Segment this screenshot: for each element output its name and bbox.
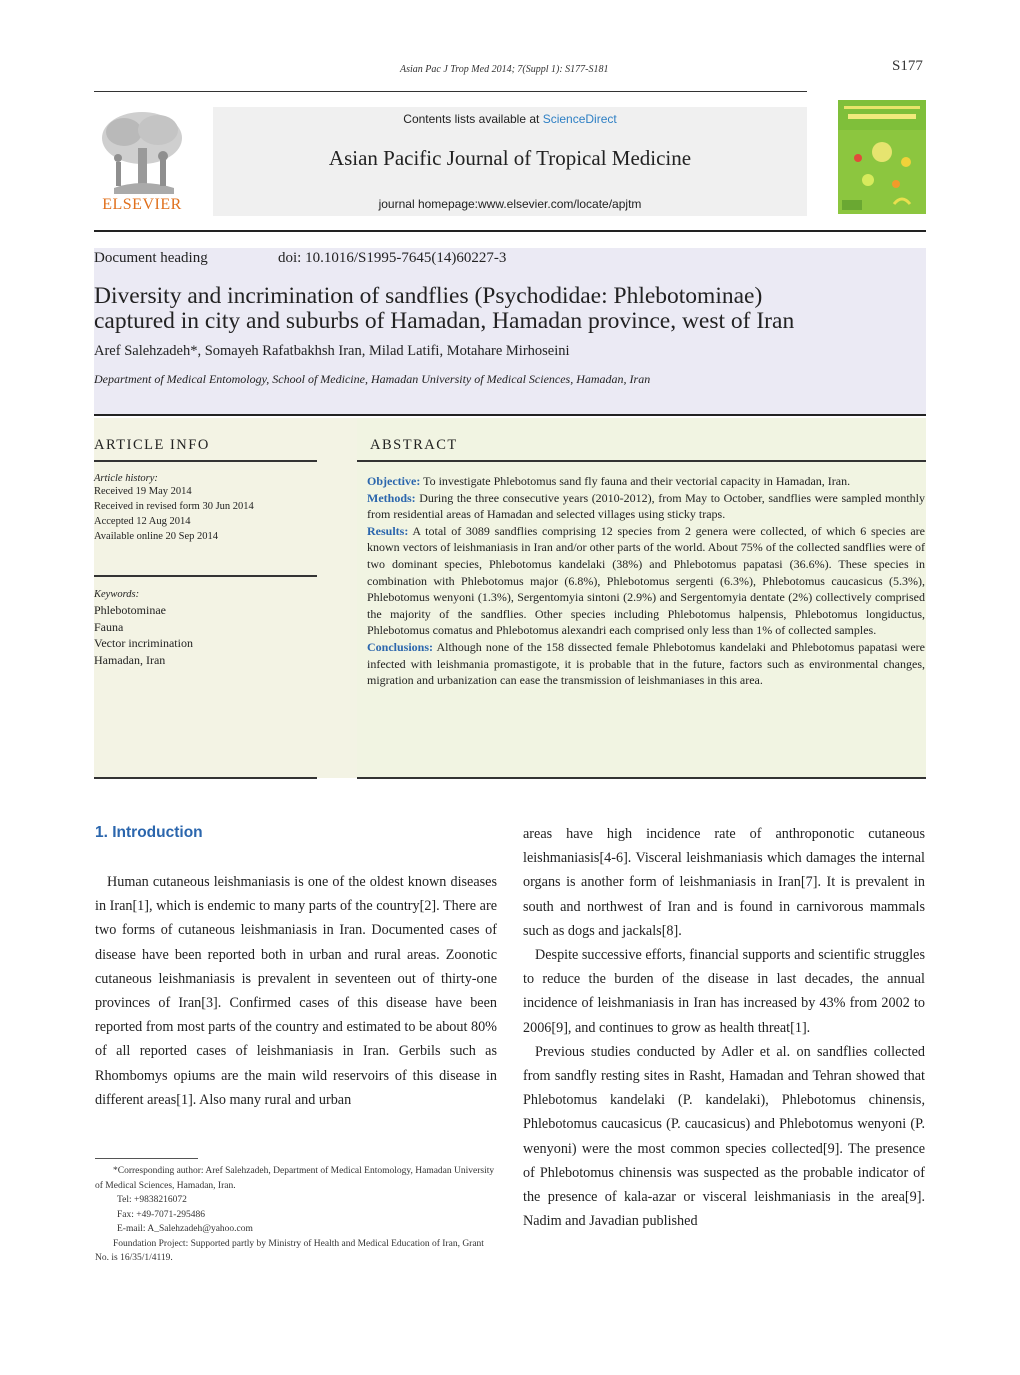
abstract-methods — [367, 490, 925, 523]
section-heading-introduction: 1. Introduction — [95, 824, 203, 841]
conclusions-text: Although none of the 158 dissected female Phlebotomus kandelaki and Phlebotomus papatasi were infected with leishmania promastigote, it is probable that in the future, factors such as environmental changes, migration and urbanization can ease the transmission of leishmaniases in this area. — [367, 639, 925, 688]
article-info-heading: ARTICLE INFO — [94, 437, 210, 453]
sciencedirect-link[interactable]: ScienceDirect — [542, 112, 617, 126]
objective-text: To investigate Phlebotomus sand fly fauna and their vectorial capacity in Hamadan, Iran. — [423, 474, 851, 488]
elsevier-wordmark: ELSEVIER — [102, 196, 182, 213]
info-bottom-rule-right — [357, 777, 926, 779]
tree-emblem-icon — [94, 108, 190, 196]
info-bottom-rule-left — [94, 777, 317, 779]
history-revised: Received in revised form 30 Jun 2014 — [94, 501, 254, 512]
abstract-results — [367, 523, 925, 639]
journal-cover-image — [838, 100, 926, 214]
doi[interactable]: doi: 10.1016/S1995-7645(14)60227-3 — [278, 250, 507, 266]
footnote-email[interactable]: E-mail: A_Salehzadeh@yahoo.com — [117, 1224, 253, 1234]
footnote-rule — [95, 1158, 198, 1159]
document-heading: Document heading — [94, 250, 208, 266]
keywords — [94, 589, 193, 668]
history-online: Available online 20 Sep 2014 — [94, 531, 219, 542]
keywords-label: Keywords: — [94, 589, 140, 600]
body-paragraph: areas have high incidence rate of anthroponotic cutaneous leishmaniasis[4-6]. Visceral leishmaniasis which damages the internal organs is another form of leishmaniasis in Iran[7]. It is prevalent in south and northwest of Iran and is found in carnivorous mammals such as dogs and jackals[8]. — [523, 826, 925, 939]
abstract-rule — [357, 460, 926, 462]
journal-name: Asian Pacific Journal of Tropical Medicine — [328, 146, 692, 170]
article-info-rule — [94, 460, 317, 462]
objective-label: Objective: — [367, 474, 421, 488]
body-paragraph: Human cutaneous leishmaniasis is one of the oldest known diseases in Iran[1], which is endemic to many parts of the country[2]. There are two forms of cutaneous leishmaniasis in Iran. Documented cases of disease have been reported both in urban and rural areas. Zoonotic cutaneous leishmaniasis is prevalent in seventeen out of thirty-one provinces of Iran[3]. Confirmed cases of this disease have been reported from most parts of the country and estimated to be about 80% of all reported cases of leishmaniasis in Iran. Gerbils such as Rhombomys opiums are the main wild reservoirs of this disease in different areas[1]. Also many rural and urban — [95, 874, 497, 1108]
body-column-left — [95, 870, 497, 1112]
abstract-conclusions — [367, 639, 925, 689]
journal-cover-icon — [838, 100, 926, 214]
abstract-body — [367, 473, 925, 689]
authors: Aref Salehzadeh*, Somayeh Rafatbakhsh Iran, Milad Latifi, Motahare Mirhoseini — [94, 343, 570, 359]
keywords-rule — [94, 575, 317, 577]
title-line-1: Diversity and incrimination of sandflies (Psychodidae: Phlebotominae) — [94, 283, 763, 309]
results-text: A total of 3089 sandflies comprising 12 species from 2 genera were collected, of which 6 species are known vectors of leishmaniasis in Iran and/or other parts of the world. About 75% of the collected sandflies were of two dominant species, Phlebotomus kandelaki (38%) and Phlebotomus papatasi (36.6%). These species in combination with Phlebotomus major (6.8%), Phlebotomus sergenti (6.3%), Phlebotomus caucasicus (5.3%), Phlebotomus wenyoni (1.3%), Sergentomyia sintoni (2.9%) and Sergentomyia dentate (2%) collectively comprised the majority of the sandflies. Other species including Phlebotomus halpensis, Phlebotomus longiductus, Phlebotomus comatus and Phlebotomus alexandri each comprised only less than 1% of collected samples. — [367, 523, 925, 638]
page-number: S177 — [892, 58, 923, 74]
footnote-corresponding: *Corresponding author: Aref Salehzadeh, Department of Medical Entomology, Hamadan University of Medical Sciences, Hamadan, Iran. — [95, 1166, 495, 1191]
footnote-fax: Fax: +49-7071-295486 — [117, 1209, 205, 1220]
keyword-item: Phlebotominae — [94, 603, 166, 617]
footnote-tel: Tel: +9838216072 — [117, 1195, 187, 1205]
body-paragraph: Previous studies conducted by Adler et al. on sandflies collected from sandfly resting sites in Rasht, Hamadan and Tehran showed that Phlebotomus kandelaki (P. kandelaki), Phlebotomus chinensis, Phlebotomus caucasicus (P. caucasicus) and Phlebotomus wenyoni (P. wenyoni) were the most common species collected[9]. The presence of Phlebotomus chinensis was suspected as the probable indicator of the presence of kala-azar or visceral leishmaniasis in the area[9]. Nadim and Javadian published — [523, 1043, 925, 1230]
affiliation: Department of Medical Entomology, School of Medicine, Hamadan University of Medical Sciences, Hamadan, Iran — [94, 372, 651, 386]
history-label: Article history: — [94, 473, 158, 484]
footnote-foundation: Foundation Project: Supported partly by Ministry of Health and Medical Education of Iran, Grant No. is 16/35/1/4119. — [95, 1238, 484, 1263]
contents-prefix: Contents lists available at — [403, 112, 543, 126]
article-title — [94, 284, 926, 334]
results-label: Results: — [367, 523, 409, 538]
footnotes — [95, 1164, 495, 1266]
contents-line — [213, 112, 807, 126]
methods-text: During the three consecutive years (2010-2012), from May to October, sandflies were sampled monthly from residential areas of Hamadan and selected villages using sticky traps. — [367, 490, 926, 522]
title-line-2: captured in city and suburbs of Hamadan, Hamadan province, west of Iran — [94, 308, 795, 334]
running-head: Asian Pac J Trop Med 2014; 7(Suppl 1): S177-S181 — [400, 64, 609, 75]
abstract-objective — [367, 473, 925, 490]
body-column-right — [523, 822, 925, 1233]
conclusions-label: Conclusions: — [367, 639, 434, 654]
methods-label: Methods: — [367, 490, 416, 505]
header-rule — [94, 91, 807, 92]
keyword-item: Vector incrimination — [94, 636, 193, 650]
article-history — [94, 473, 254, 544]
title-bottom-rule — [94, 414, 926, 416]
journal-homepage-link[interactable]: journal homepage:www.elsevier.com/locate/apjtm — [378, 197, 642, 211]
abstract-heading: ABSTRACT — [370, 437, 458, 453]
body-paragraph: Despite successive efforts, financial supports and scientific struggles to reduce the burden of the disease in last decades, the annual incidence of leishmaniasis in Iran has increased by 43% from 2002 to 2006[9], and continues to grow as health threat[1]. — [523, 947, 925, 1036]
keyword-item: Fauna — [94, 619, 124, 634]
header-bottom-rule — [94, 230, 926, 232]
history-accepted: Accepted 12 Aug 2014 — [94, 516, 191, 527]
history-received: Received 19 May 2014 — [94, 486, 192, 497]
keyword-item: Hamadan, Iran — [94, 652, 166, 667]
